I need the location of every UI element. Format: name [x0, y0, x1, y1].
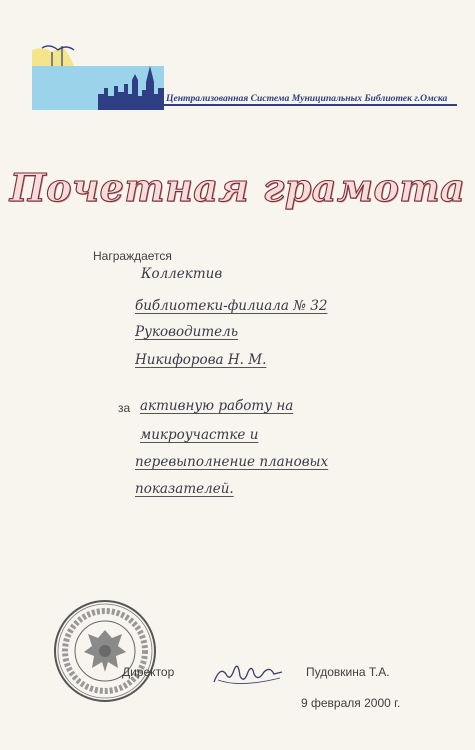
director-label: Директор: [122, 665, 175, 679]
reason-line-1: активную работу на: [140, 398, 294, 414]
recipient-line-1: Коллектив: [141, 266, 223, 282]
director-name: Пудовкина Т.А.: [306, 665, 390, 679]
reason-line-2: микроучастке и: [140, 427, 259, 443]
logo-sun-book: [32, 46, 74, 66]
recipient-line-3: Руководитель: [135, 324, 239, 340]
official-stamp-icon: [52, 598, 158, 704]
org-name: Централизованная Система Муниципальных Библиотек г.Омска: [166, 93, 448, 104]
recipient-line-4: Никифорова Н. М.: [135, 352, 267, 368]
library-logo: [28, 44, 168, 112]
awarded-label: Награждается: [93, 249, 172, 263]
signature-icon: [210, 652, 286, 692]
reason-line-3: перевыполнение плановых: [135, 454, 329, 470]
certificate-title: Почетная грамота: [9, 165, 466, 210]
recipient-line-2: библиотеки-филиала № 32: [135, 298, 328, 314]
reason-line-4: показателей.: [135, 481, 234, 497]
reason-label: за: [118, 401, 131, 415]
book-icon: [42, 46, 74, 50]
issue-date: 9 февраля 2000 г.: [301, 696, 401, 710]
header-divider: [160, 104, 457, 106]
